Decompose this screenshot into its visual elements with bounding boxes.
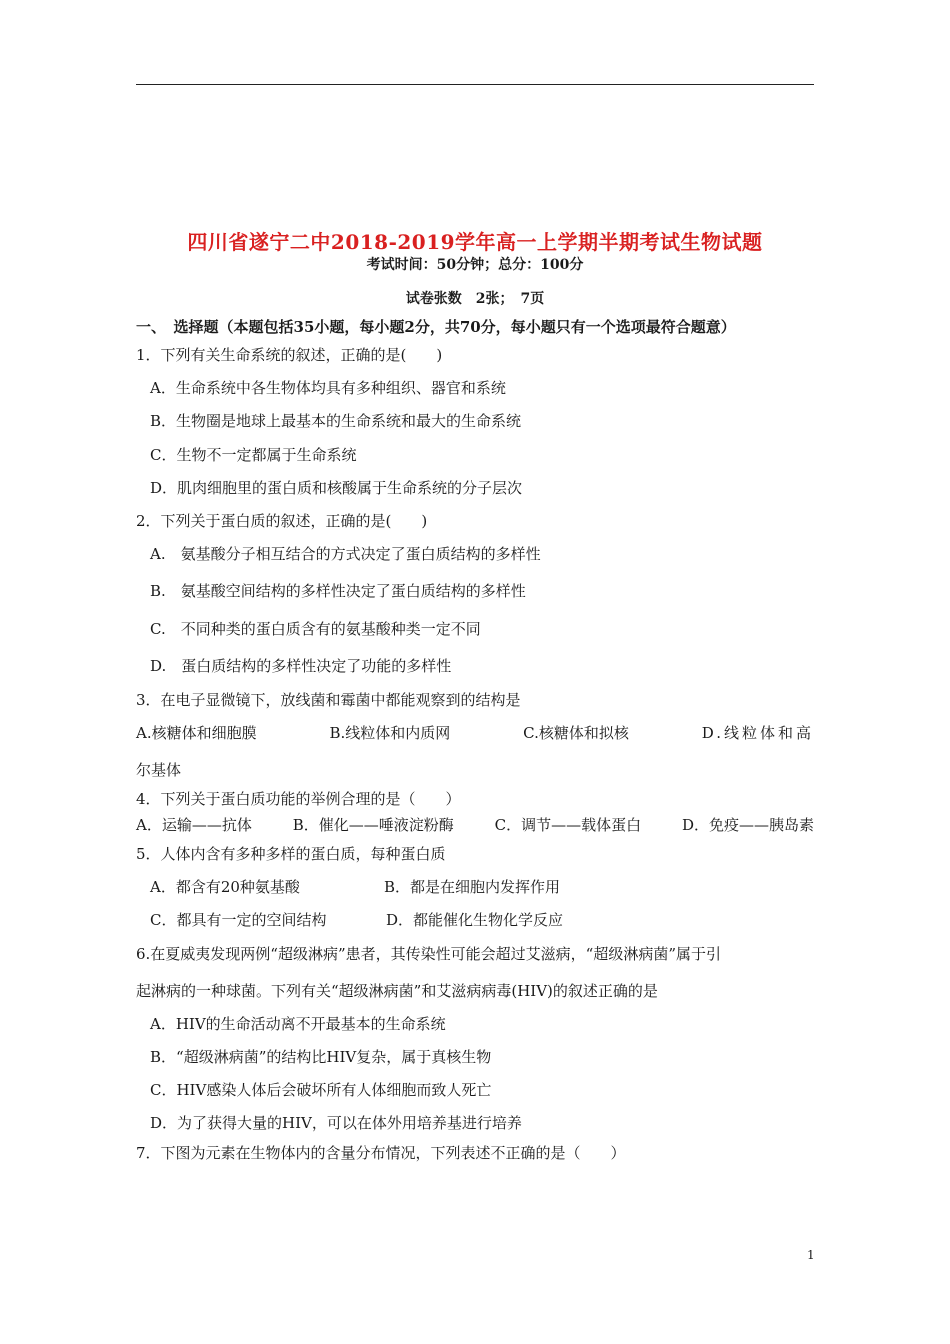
question-1-option-d: D．肌肉细胞里的蛋白质和核酸属于生命系统的分子层次 — [150, 479, 523, 497]
question-3-option-b: B.线粒体和内质网 — [329, 724, 451, 742]
question-2-option-b: B. 氨基酸空间结构的多样性决定了蛋白质结构的多样性 — [150, 582, 526, 600]
question-2-option-a: A. 氨基酸分子相互结合的方式决定了蛋白质结构的多样性 — [150, 545, 541, 563]
question-6-option-b: B．“超级淋病菌”的结构比HIV复杂，属于真核生物 — [150, 1048, 492, 1066]
question-4-option-b: B．催化——唾液淀粉酶 — [292, 816, 454, 834]
question-5-option-c: C．都具有一定的空间结构 — [150, 911, 327, 929]
question-3-option-d: D.线粒体和高 — [701, 724, 814, 742]
question-2-option-c: C. 不同种类的蛋白质含有的氨基酸种类一定不同 — [150, 620, 481, 638]
question-4-stem: 4．下列关于蛋白质功能的举例合理的是（ ） — [136, 790, 461, 808]
page-number: 1 — [807, 1248, 815, 1262]
question-5-option-d: D．都能催化生物化学反应 — [386, 911, 564, 929]
question-6-stem-line-2: 起淋病的一种球菌。下列有关“超级淋病菌”和艾滋病病毒(HIV)的叙述正确的是 — [136, 982, 658, 1000]
question-4-option-c: C．调节——载体蛋白 — [494, 816, 642, 834]
section-heading: 一、 选择题（本题包括35小题，每小题2分，共70分，每小题只有一个选项最符合题意） — [136, 318, 736, 336]
question-1-option-a: A．生命系统中各生物体均具有多种组织、器官和系统 — [150, 379, 506, 397]
question-1-option-b: B．生物圈是地球上最基本的生命系统和最大的生命系统 — [150, 412, 522, 430]
header-rule — [136, 84, 814, 85]
question-4-option-d: D．免疫——胰岛素 — [681, 816, 814, 834]
question-7-stem: 7．下图为元素在生物体内的含量分布情况，下列表述不正确的是（ ） — [136, 1144, 626, 1162]
exam-title: 四川省遂宁二中2018-2019学年高一上学期半期考试生物试题 — [187, 230, 763, 254]
question-6-option-c: C．HIV感染人体后会破坏所有人体细胞而致人死亡 — [150, 1081, 492, 1099]
question-1-option-c: C．生物不一定都属于生命系统 — [150, 446, 357, 464]
sheet-info: 试卷张数 2张； 7页 — [405, 291, 545, 307]
question-1-stem: 1．下列有关生命系统的叙述，正确的是( ) — [136, 346, 443, 364]
question-3-option-a: A.核糖体和细胞膜 — [136, 724, 257, 742]
question-3-option-c: C.核糖体和拟核 — [523, 724, 629, 742]
question-2-stem: 2．下列关于蛋白质的叙述，正确的是( ) — [136, 512, 428, 530]
question-3-stem: 3．在电子显微镜下，放线菌和霉菌中都能观察到的结构是 — [136, 691, 521, 709]
question-6-option-d: D．为了获得大量的HIV，可以在体外用培养基进行培养 — [150, 1114, 522, 1132]
question-6-option-a: A．HIV的生命活动离不开最基本的生命系统 — [150, 1015, 446, 1033]
question-3-options — [136, 722, 814, 743]
question-5-option-a: A．都含有20种氨基酸 — [150, 878, 300, 896]
question-4-option-a: A．运输——抗体 — [136, 816, 252, 834]
question-5-option-b: B．都是在细胞内发挥作用 — [384, 878, 561, 896]
question-5-stem: 5．人体内含有多种多样的蛋白质，每种蛋白质 — [136, 845, 446, 863]
exam-info: 考试时间：50分钟；总分：100分 — [366, 257, 584, 273]
question-6-stem-line-1: 6.在夏威夷发现两例“超级淋病”患者，其传染性可能会超过艾滋病，“超级淋病菌”属于引 — [136, 945, 721, 963]
question-2-option-d: D. 蛋白质结构的多样性决定了功能的多样性 — [150, 657, 452, 675]
question-4-options — [136, 814, 814, 835]
question-3-option-d-continued: 尔基体 — [136, 761, 182, 779]
